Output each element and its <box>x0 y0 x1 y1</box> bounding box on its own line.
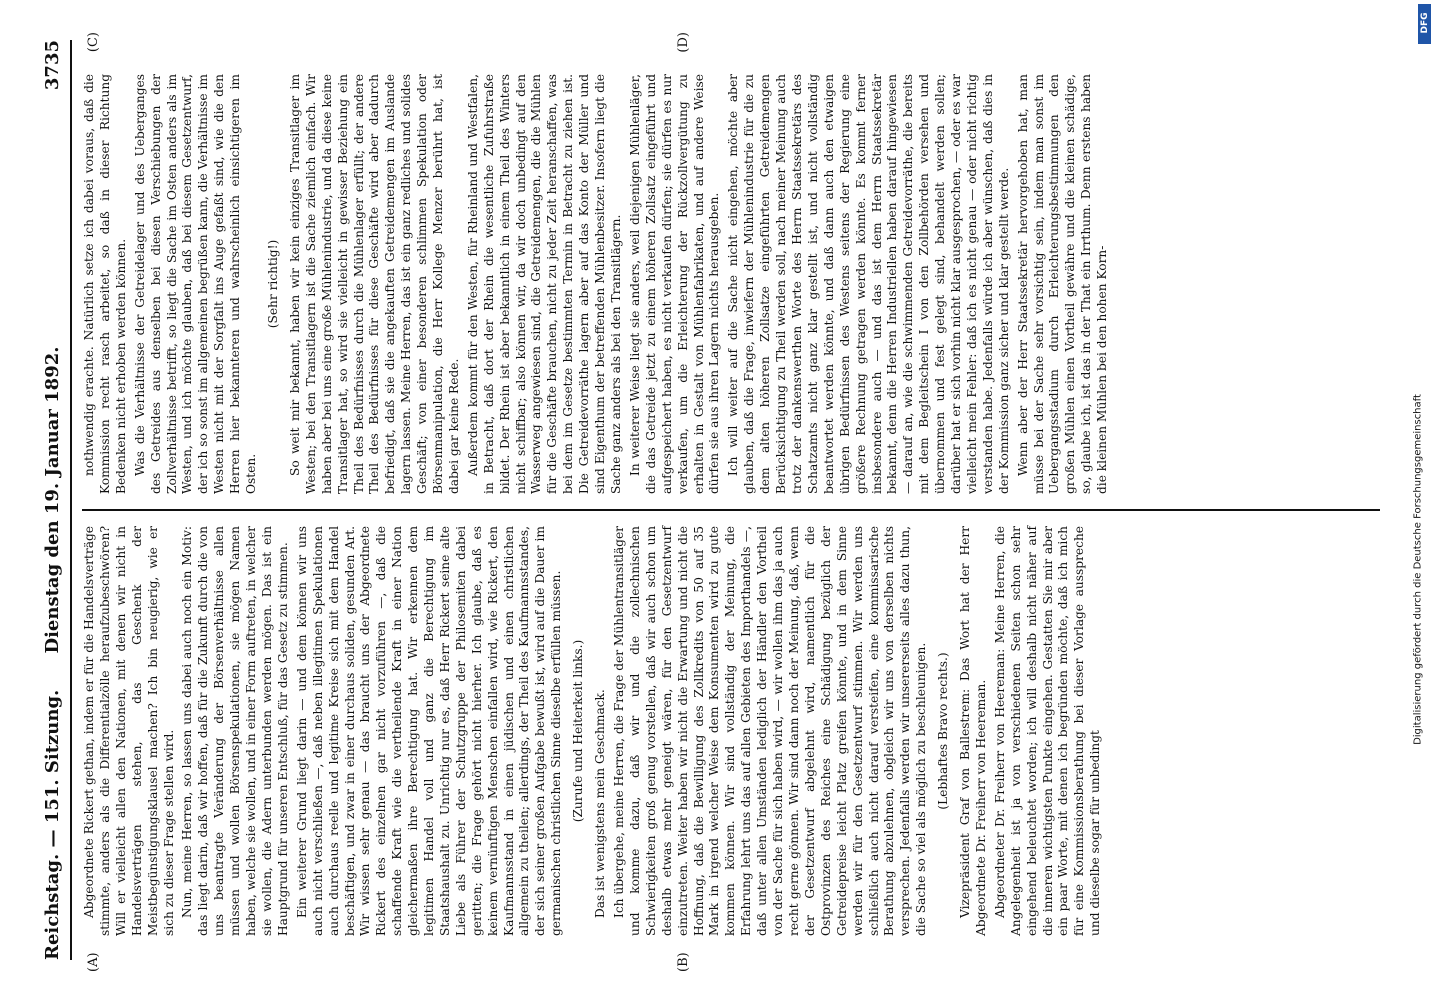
dfg-logo-badge <box>1418 4 1431 44</box>
paragraph: Was die Verhältnisse der Getreidelager und des Ueberganges des Getreides aus denselben bei diesen Verschiebungen der Zollverhältnisse betrifft, so liegt die Sache im Osten anders als im Westen, und ich möchte glauben, daß bei diesem Gesetzentwurf, der ich so sonst im allgemeinen begrüßen kann, die Verhältnisse im Westen nicht mit der Sorgfalt ins Auge gefaßt sind, wie die den Herren hier bekannteren und wahrscheinlich einsichtigeren im Osten. <box>132 74 259 494</box>
paragraph: Wenn aber der Herr Staatssekretär hervorgehoben hat, man müsse bei der Sache sehr vorsichtig sein, indem man sonst im Uebergangsstadium durch Erleichterungsbestimmungen den großen Mühlen einen Vortheil gewähre und die kleinen schädige, so, glaube ich, ist das in der That ein Irrthum. Denn erstens haben die kleinen Mühlen bei den hohen Korn- <box>1015 74 1110 494</box>
right-column <box>82 74 1380 494</box>
paragraph: Außerdem kommt für den Westen, für Rheinland und Westfalen, in Betracht, daß dort der Rhein die wesentliche Zufuhrstraße bildet. Der Rhein ist aber bekanntlich in einem Theil des Winters nicht schiffbar; also können wir, da wir doch unbedingt auf den Wasserweg angewiesen sind, die Getreidemengen, die die Mühlen für die Geschäfte brauchen, nicht zu jeder Zeit heranschaffen, was bei dem im Gesetze bestimmten Termin in Betracht zu ziehen ist. Die Getreidevorräthe lagern aber auf das Konto der Müller und sind Eigenthum der betreffenden Mühlenbesitzer. Insofern liegt die Sache ganz anders als bei den Transitlägern. <box>465 74 623 494</box>
paragraph: Nun, meine Herren, so lassen uns dabei auch noch ein Motiv: das liegt darin, daß wir hoffen, daß für die Zukunft durch die von uns beantragte Veränderung der Börsenverhältnisse allen müssen und wollen Börsenspekulationen, sie mögen Namen haben, welche sie wollen, und in einer Form auftreten, in welcher sie wollen, die Adern unterbunden werden mögen. Das ist ein Hauptgrund für unseren Entschluß, für das Gesetz zu stimmen. <box>180 526 290 936</box>
header-page-number: 3735 <box>42 40 63 91</box>
page-header <box>36 40 72 960</box>
paragraph: In weiterer Weise liegt sie anders, weil diejenigen Mühlenläger, die das Getreide jetzt zu einem höheren Zollsatz eingeführt und aufgespeichert haben, es nicht verkaufen dürfen; sie dürfen es nur verkaufen, um die Erleichterung der Rückzollvergütung zu erhalten in Gestalt von Mühlenfabrikaten, und auf andere Weise dürfen sie aus ihren Lagern nichts herausgeben. <box>627 74 722 494</box>
paragraph: Ich übergehe, meine Herren, die Frage der Mühlentransitläger und komme dazu, daß wir und die zollechnischen Schwierigkeiten groß genug vorstellen, daß wir auch schon um deshalb etwas mehr geneigt wären, für den Gesetzentwurf einzutreten. Weiter haben wir nicht die Erwartung und nicht die Hoffnung, daß die Bewilligung des Zollkredits von 50 auf 35 Mark in irgend welcher Weise dem Konsumenten wird zu gute kommen können. Wir sind vollständig der Meinung, die Erfahrung lehrt uns das auf allen Gebieten des Importhandels —, daß unter allen Umständen lediglich der Händler den Vortheil von der Sache für sich haben wird, — wir wollen ihm das ja auch recht gerne gönnen. Wir sind dann noch der Meinung, daß, wenn der Gesetzentwurf abgelehnt wird, namentlich für die Ostprovinzen des Reiches eine Schädigung bezüglich der Getreidepreise leicht Platz greifen könnte, und in dem Sinne werden wir für den Gesetzentwurf stimmen. Wir werden uns schließlich auch nicht darauf versteifen, eine kommissarische Berathung abzulehnen, obgleich wir uns von derselben nichts versprechen. Jedenfalls werden wir unsererseits alles dazu thun, die Sache so viel als möglich zu beschleunigen. <box>612 526 929 936</box>
rotated-newspaper-sheet <box>26 20 1406 980</box>
margin-mark-a: (A) <box>86 952 101 972</box>
digitization-credit-text: Digitalisierung gefördert durch die Deutsche Forschungsgemeinschaft <box>1412 394 1424 745</box>
paragraph: So weit mir bekannt, haben wir kein einziges Transitlager im Westen; bei den Transitlagern ist die Sache ziemlich einfach. Wir haben aber bei uns eine große Mühlenindustrie, und da diese keine Transitlager hat, so wird sie vielleicht in gewisser Beziehung ein Theil des Bedürfnisses durch die Mühlenlager erfüllt; der andere Theil des Bedürfnisses für diese Geschäfte wird aber dadurch befriedigt, daß sie die angekauften Getreidemengen im Auslande lagern lassen. Meine Herren, das ist ein ganz redliches und solides Geschäft; von einer besonderen schlimmen Spekulation oder Börsenmanipulation, die Herr Kollege Menzer berührt hat, ist dabei gar keine Rede. <box>287 74 461 494</box>
margin-mark-c: (C) <box>86 32 101 53</box>
paragraph: Vizepräsident Graf von Ballestrem: Das Wort hat der Herr Abgeordnete Dr. Freiherr von Heereman. <box>958 526 988 936</box>
paragraph: Ich will weiter auf die Sache nicht eingehen, möchte aber glauben, daß die Frage, inwiefern der Mühlenindustrie für die zu dem alten höheren Zollsatze eingeführten Getreidemengen Berücksichtigung zu Theil werden soll, nach meiner Meinung auch trotz der dankenswerthen Worte des Herrn Staatssekretärs des Schatzamts nicht ganz klar gestellt ist, und nicht vollständig beantwortet werden könnte, und daß dann auch den etwaigen übrigen Bedürfnissen des Westens seitens der Regierung eine größere Rechnung getragen werden könnte. Es kommt ferner insbesondere auch — und das ist dem Herrn Staatssekretär bekannt, denn die Herren Industriellen haben darauf hingewiesen — darauf an, wie die schwimmenden Getreidevorräthe, die bereits mit dem Begleitschein I von den Zollbehörden versehen und übernommen und fest gelegt sind, behandelt werden sollen; darüber hat er sich vorhin nicht klar ausgesprochen, — oder es war vielleicht mein Fehler: daß ich es nicht genau — oder nicht richtig verstanden habe. Jedenfalls würde ich aber wünschen, daß dies in der Kommission ganz sicher und klar gestellt werde. <box>726 74 1011 494</box>
stage-direction: (Sehr richtig!) <box>265 239 280 329</box>
digitization-credit <box>1412 150 1431 990</box>
column-divider <box>82 509 1380 511</box>
margin-mark-b: (B) <box>676 952 691 972</box>
paragraph: Ein weiterer Grund liegt darin — und dem können wir uns auch nicht verschließen —, daß neben illegitimen Spekulationen auch durchaus reelle und legitime Kreise sich mit dem Handel beschäftigen, und zwar in einer durchaus soliden, gesunden Art. Wir wissen sehr genau — das braucht uns der Abgeordnete Rickert des einzelnen gar nicht vorzuführen —, daß die schaffende Kraft wie die vertheilende Kraft in einer Nation gleichermaßen ihre Berechtigung hat. Wir erkennen dem legitimen Handel voll und ganz die Berechtigung im Staatshaushalt zu. Unrichtig nur es, daß Herr Rickert seine alte Liebe als Führer der Schutzgruppe der Philosemiten dabei geritten; die Frage gehört nicht hierher. Ich glaube, daß es keinem vernünftigen Menschen einfallen wird, wie Rickert, den Kaufmannsstand in einen jüdischen und einen christlichen allgemein zu theilen; allerdings, der Theil des Kaufmannsstandes, der sich seiner großen Aufgabe bewußt ist, wird auf die Dauer im germanischen christlichen Sinne dieselbe erfüllen müssen. <box>294 526 564 936</box>
stage-direction: (Zurufe und Heiterkeit links.) <box>571 639 586 823</box>
header-date: Dienstag den 19. Januar 1892. <box>42 346 63 654</box>
left-column <box>82 526 1380 936</box>
paragraph: Das ist wenigstens mein Geschmack. <box>593 689 608 918</box>
dfg-logo-text: DFG <box>1420 12 1430 34</box>
paragraph: Abgeordneter Dr. Freiherr von Heereman: Meine Herren, die Angelegenheit ist ja von verschiedenen Seiten schon sehr eingehend beleuchtet worden; ich will deshalb nicht näher auf die inneren wichtigsten Punkte eingehen. Gestatten Sie mir aber ein paar Worte, mit denen ich begründen möchte, daß ich mich für eine Kommissionsberathung bei dieser Vorlage ausspreche und dieselbe sogar für unbedingt <box>992 526 1103 936</box>
stage-direction: (Lebhaftes Bravo rechts.) <box>936 652 951 810</box>
paragraph: nothwendig erachte. Natürlich setze ich dabei voraus, daß die Kommission recht rasch arbeitet, so daß in dieser Richtung Bedenken nicht erhoben werden können. <box>82 74 128 494</box>
paragraph: Abgeordnete Rickert gethan, indem er für die Handelsverträge stimmte, anders als die Differentialzölle heraufzubeschwören? Will er vielleicht allen den Nationen, mit denen wir nicht in Handelsverträgen stehen, das Geschenk der Meistbegünstigungsklausel machen? Ich bin neugierig, wie er sich zu dieser Frage stellen wird. <box>82 526 176 936</box>
margin-mark-d: (D) <box>676 32 691 53</box>
header-session: Reichstag. — 151. Sitzung. <box>42 689 63 960</box>
